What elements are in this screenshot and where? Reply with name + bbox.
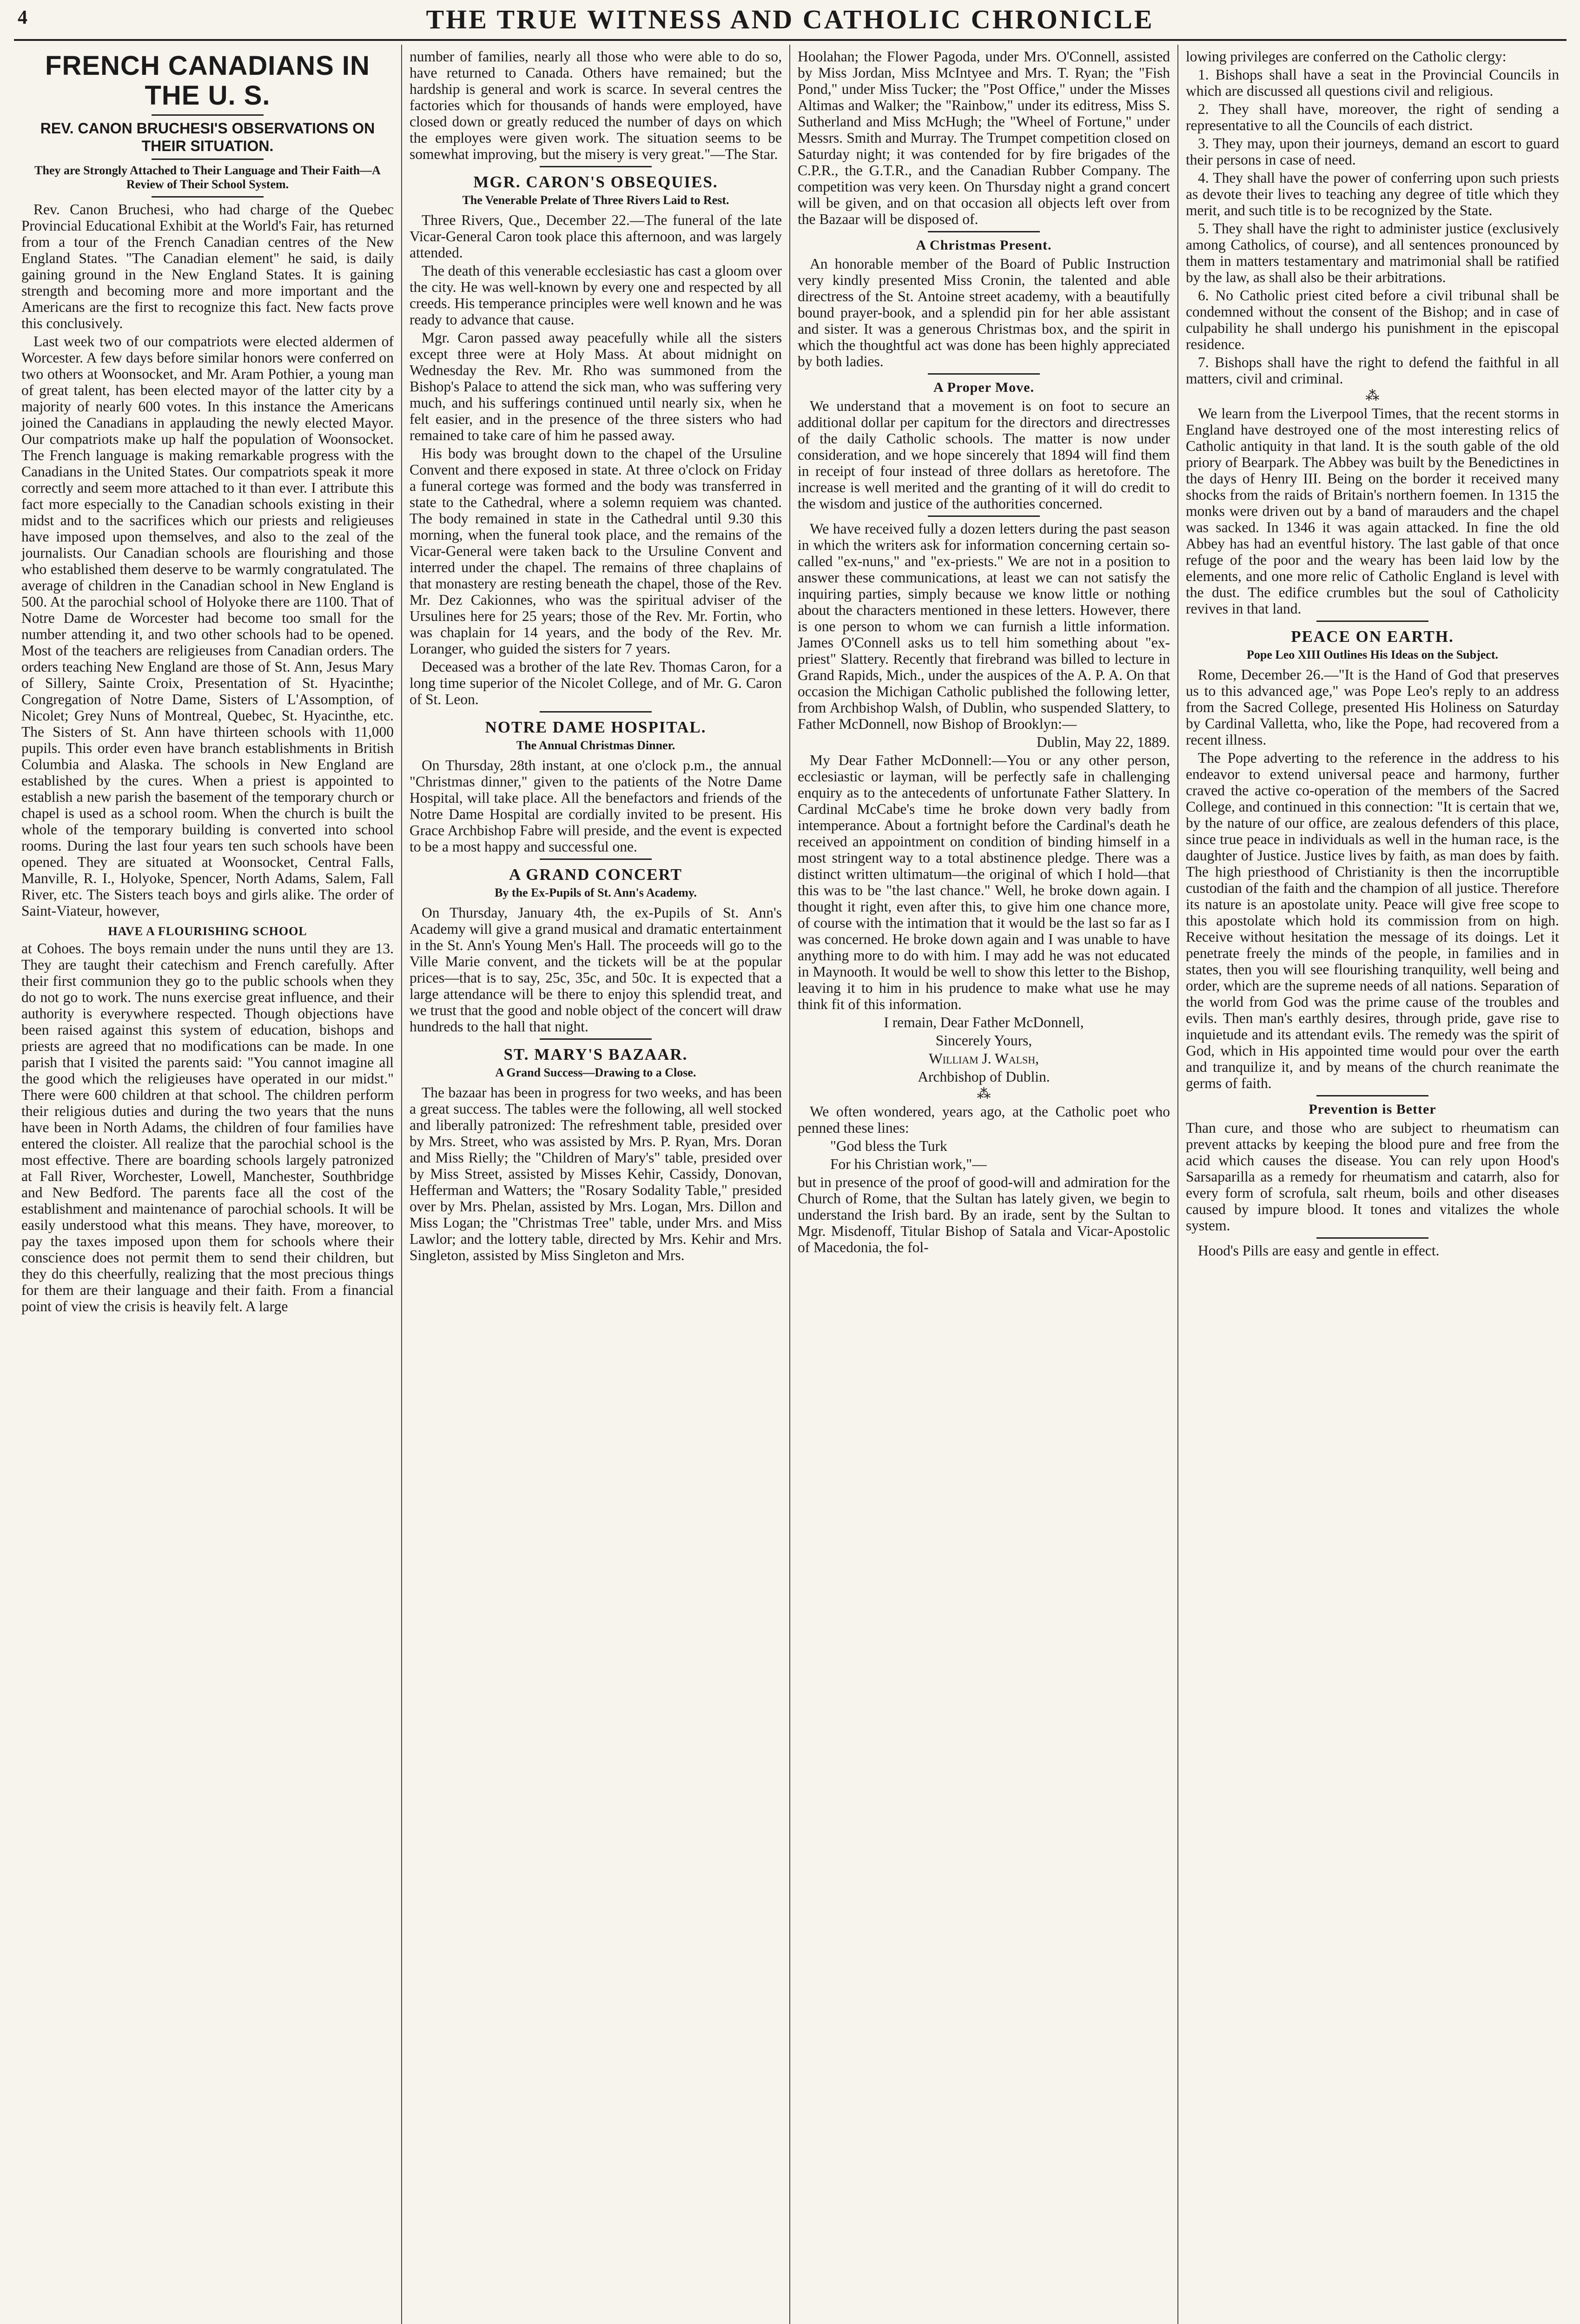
paragraph: but in presence of the proof of good-will and admiration for the Church of Rome, that the Sultan has lately given, we begin to understand the Irish bard. By an irade, sent by the Sultan to Mgr. Misdenoff, Titular Bishop of Satala and Vicar-Apostolic of Macedonia, the fol- [798, 1174, 1170, 1255]
paragraph: My Dear Father McDonnell:—You or any other person, ecclesiastic or layman, will be perfectly safe in challenging enquiry as to the antecedents of unfortunate Father Slattery. In Cardinal McCabe's time he broke down very badly from intemperance. About a fortnight before the Cardinal's death he received an appointment on condition of binding himself in a most stringent way to a total abstinence pledge. There was a distinct written ultimatum—the original of which I hold—that this was to be "the last chance." Well, he broke down again. I thought it right, even after this, to give him one chance more, of course with the intimation that it would be the last so far as I was concerned. He broke down again and I was unable to have anything more to do with him. I may add he was not educated in Maynooth. It would be well to show this letter to the Bishop, leaving it to him in his prudence to make what use he may think fit of this information. [798, 752, 1170, 1012]
signature-line: I remain, Dear Father McDonnell, [884, 1014, 1084, 1030]
list-item: 5. They shall have the right to administer justice (exclusively among Catholics, of course), and all sentences pronounced by them in matters testamentary and matrimonial shall be ratified by the law, as shall also be their arbitrations. [1186, 220, 1559, 285]
list-item: 7. Bishops shall have the right to defend the faithful in all matters, civil and criminal. [1186, 354, 1559, 387]
paragraph: We have received fully a dozen letters during the past season in which the writers ask for information concerning certain so-called "ex-nuns," and "ex-priests." We are not in a position to answer these communications, at least we can not satisfy the inquiring parties, simply because we know little or nothing about the characters mentioned in these letters. However, there is one person to whom we can furnish a little information. James O'Connell asks us to tell him something about "ex-priest" Slattery. Recently that firebrand was billed to lecture in Grand Rapids, Mich., under the auspices of the A. P. A. On that occasion the Michigan Catholic published the following letter, from Archbishop Walsh, of Dublin, who suspended Slattery, to Father McDonnell, now Bishop of Brooklyn:— [798, 521, 1170, 732]
paragraph: The Pope adverting to the reference in the address to his endeavor to extend universal peace and harmony, further craved the active co-operation of the members of the Sacred College, and continued in this connection: "It is certain that we, by the nature of our office, are zealous defenders of this place, since true peace in individuals as well in the human race, is the daughter of Justice. Justice lives by faith, as man does by faith. The high priesthood of Christianity is then the incorruptible custodian of the faith and the champion of all justice. Therefore its nature is an apostolate unity. Peace will give free scope to this apostolate which hold its commission from on high. Receive without hesitation the message of its doings. Let it penetrate freely the minds of the people, in families and in states, then you will see flourishing tranquility, well being and order, which are the supreme needs of all nations. Separation of the world from God was the prime cause of the troubles and evils. Then man's earthly desires, through pride, gave rise to inquietude and its attendant evils. The remedy was the spirit of God, which in His appointed time would pour over the earth and tranquilize it, and by means of the church reanimate the germs of faith. [1186, 750, 1559, 1091]
article-deck: Pope Leo XIII Outlines His Ideas on the Subject. [1247, 648, 1498, 661]
paragraph: number of families, nearly all those who were able to do so, have returned to Canada. Others have remained; but the hardship is general and work is scarce. In several centres the factories which for thousands of hands were employed, have closed down or greatly reduced the number of days on which the employes were given work. The situation seems to be somewhat improving, but the misery is very great."—The Star. [410, 48, 782, 162]
article-title: Prevention is Better [1309, 1102, 1436, 1117]
article-deck: The Venerable Prelate of Three Rivers Laid to Rest. [462, 193, 729, 207]
paragraph: We often wondered, years ago, at the Catholic poet who penned these lines: [798, 1103, 1170, 1136]
masthead: THE TRUE WITNESS AND CATHOLIC CHRONICLE [426, 4, 1154, 34]
list-item: 4. They shall have the power of conferring upon such priests as devote their lives to teaching any degree of title which they merit, and such title is to be recognized by the State. [1186, 170, 1559, 218]
advertisement: Hood's Pills are easy and gentle in effect. [1198, 1242, 1440, 1259]
article-subhead: REV. CANON BRUCHESI'S OBSERVATIONS ON THEIR SITUATION. [40, 120, 375, 154]
verse-line: For his Christian work,"— [830, 1156, 987, 1172]
paragraph: We learn from the Liverpool Times, that the recent storms in England have destroyed one of the most interesting relics of Catholic antiquity in that land. It is the south gable of the old priory of Bearpark. The Abbey was built by the Benedictines in the days of Henry III. Being on the border it received many shocks from the raids of Britain's northern foemen. In 1315 the monks were driven out by a band of marauders and the chapel was sacked. In 1346 it was again attacked. In fine the old Abbey has had an eventful history. The last gable of that once refuge of the poor and the weary has been laid low by the elements, and one more relic of Catholic England is level with the dust. The edifice crumbles but the soul of Catholicity revives in that land. [1186, 405, 1559, 617]
paragraph: On Thursday, 28th instant, at one o'clock p.m., the annual "Christmas dinner," given to the patients of the Notre Dame Hospital, will take place. All the benefactors and friends of the Notre Dame Hospital are cordially invited to be present. His Grace Archbishop Fabre will preside, and the event is expected to be a most happy and successful one. [410, 757, 782, 855]
paragraph: Rev. Canon Bruchesi, who had charge of the Quebec Provincial Educational Exhibit at the World's Fair, has returned from a tour of the French Canadian centres of the New England States. "The Canadian element" he said, is daily gaining ground in the New England States. It is gaining strength and becoming more and more important and the Americans are the first to recognize this fact. New facts prove this conclusively. [21, 201, 394, 331]
list-item: 6. No Catholic priest cited before a civil tribunal shall be condemned without the consent of the Bishop; and in case of culpability he shall undergo his punishment in the episcopal residence. [1186, 287, 1559, 352]
signature-line: William J. Walsh, [928, 1050, 1039, 1067]
paragraph: The bazaar has been in progress for two weeks, and has been a great success. The tables were the following, all well stocked and liberally patronized: The refreshment table, presided over by Mrs. Street, who was assisted by Mrs. P. Ryan, Mrs. Doran and Miss Rielly; the "Children of Mary's" table, presided over by Miss Street, assisted by Misses Kehir, Cassidy, Donovan, Hefferman and Watters; the "Rosary Sodality Table," presided over by Mrs. Phelan, assisted by Mrs. Logan, Mrs. Dillon and Miss Logan; the "Christmas Tree" table, under Mrs. and Miss Lawlor; and the lottery table, directed by Mrs. Kehir and Mrs. Singleton, assisted by Miss Singleton and Mrs. [410, 1084, 782, 1263]
list-item: 3. They may, upon their journeys, demand an escort to guard their persons in case of need. [1186, 135, 1559, 168]
paragraph: Hoolahan; the Flower Pagoda, under Mrs. O'Connell, assisted by Miss Jordan, Miss McIntyee and Mrs. T. Ryan; the "Fish Pond," under Miss Tucker; the "Post Office," under the Misses Altimas and Walker; the "Rainbow," under its editress, Miss S. Sutherland and Miss McHugh; the "Wheel of Fortune," under Messrs. Smith and Murray. The Trumpet competition closed on Saturday night; it was contended for by fire brigades of the C.P.R., the G.T.R., and the Canadian Rubber Company. The competition was very keen. On Thursday night a grand concert will be given, and on that occasion all objects left over from the Bazaar will be disposed of. [798, 48, 1170, 227]
list-item: 2. They shall have, moreover, the right of sending a representative to all the Councils of each district. [1186, 101, 1559, 133]
asterism-divider: ⁂ [977, 1086, 991, 1102]
verse-line: "God bless the Turk [830, 1138, 947, 1154]
divider [152, 196, 263, 198]
article-title: MGR. CARON'S OBSEQUIES. [473, 173, 718, 191]
paragraph: Mgr. Caron passed away peacefully while all the sisters except three were at Holy Mass. At about midnight on Wednesday the Rev. Mr. Rho was summoned from the Bishop's Palace to attend the sick man, who was suffering very much, and his sufferings continued until nearly six, when he felt easier, and in the presence of the three sisters who had remained to take care of him he passed away. [410, 330, 782, 443]
paragraph: We understand that a movement is on foot to secure an additional dollar per capitum for the directors and directresses of the daily Catholic schools. The matter is now under consideration, and we hope sincerely that 1894 will find them in receipt of four instead of three dollars as heretofore. The increase is well merited and the granting of it will do credit to the wisdom and justice of the authorities concerned. [798, 398, 1170, 512]
signature-line: Sincerely Yours, [935, 1032, 1032, 1049]
article-title: A Proper Move. [933, 380, 1034, 395]
paragraph: Last week two of our compatriots were elected aldermen of Worcester. A few days before similar honors were conferred on two others at Woonsocket, and Mr. Aram Pothier, a young man of great talent, has been elected mayor of the latter city by a majority of nearly 600 votes. In this instance the Americans joined the Canadians in applauding the newly elected Mayor. Our compatriots make up half the population of Woonsocket. The French language is making remarkable progress with the Canadians in the United States. Our compatriots speak it more correctly and seem more attached to it than ever. I attribute this fact more especially to the Canadian schools existing in their midst and to the sacrifices which our priests and religieuses have imposed upon themselves, and also to the zeal of the journalists. Our Canadian schools are flourishing and those who established them deserve to be warmly congratulated. The average of children in the Canadian school in New England is 500. At the parochial school of Holyoke there are 1100. That of Notre Dame de Worcester had become too small for the number attending it, and two other schools had to be opened. Most of the teachers are religieuses from Canadian orders. The orders teaching New England are those of St. Ann, Jesus Mary of Sillery, Sainte Croix, Presentation of St. Hyacinthe; Congregation of Notre Dame, Sisters of L'Assomption, of Nicolet; Grey Nuns of Montreal, Quebec, St. Hyacinthe, etc. The Sisters of St. Ann have thirteen schools with 11,000 pupils. This order even have branch establishments in British Columbia and Alaska. The schools in New England are established by the cures. When a priest is appointed to establish a new parish the basement of the temporary church or chapel is used as a school room. When the church is built the whole of the temporary building is converted into school rooms. During the last four years ten such schools have been opened. They are situated at Woonsocket, Central Falls, Manville, R. I., Holyoke, Spencer, North Adams, Salem, Fall River, etc. The Sisters teach boys and girls alike. The order of Saint-Viateur, however, [21, 333, 394, 919]
divider [1316, 1237, 1428, 1239]
paragraph: On Thursday, January 4th, the ex-Pupils of St. Ann's Academy will give a grand musical and dramatic entertainment in the St. Ann's Young Men's Hall. The proceeds will go to the Ville Marie convent, and the tickets will be at the popular prices—that is to say, 25c, 35c, and 50c. It is expected that a large attendance will be there to enjoy this splendid treat, and we trust that the good and noble object of the concert will draw hundreds to the hall that night. [410, 905, 782, 1035]
letter-dateline: Dublin, May 22, 1889. [1037, 734, 1170, 750]
article-title: A Christmas Present. [916, 238, 1052, 253]
article-title: NOTRE DAME HOSPITAL. [485, 718, 707, 736]
paragraph: His body was brought down to the chapel of the Ursuline Convent and there exposed in state. At three o'clock on Friday a funeral cortege was formed and the body was transferred in state to the Cathedral, where a solemn requiem was chanted. The body remained in state in the Cathedral until 9.30 this morning, when the funeral took place, and the remains of the Vicar-General were taken back to the Ursuline Convent and interred under the chapel. The remains of three chaplains of that monastery are resting beneath the chapel, those of the Rev. Mr. Dez Cakionnes, who was the spiritual adviser of the Ursulines here for 25 years; those of the Rev. Mr. Fortin, who was chaplain for 14 years, and the body of the Rev. Mr. Loranger, who guided the sisters for 7 years. [410, 445, 782, 657]
article-title: A GRAND CONCERT [509, 865, 682, 884]
column-1 [14, 45, 402, 2324]
paragraph: at Cohoes. The boys remain under the nuns until they are 13. They are taught their catechism and French carefully. After their first communion they go to the public schools when they do not go to work. The nuns exercise great influence, and their authority is everywhere respected. Though objections have been raised against this system of education, bishops and priests are agreed that no modifications can be made. In one parish that I visited the parents said: "You cannot imagine all the good which the religieuses have operated in our midst." There were 600 children at that school. The children perform their religious duties and during the two years that the nuns have been in North Adams, the children of four families have entered the cloister. All realize that the parochial school is the most effective. There are boarding schools largely patronized at Fall River, Worchester, Lowell, Manchester, Southbridge and New Bedford. The parents face all the cost of the establishment and maintenance of parochial schools. It will be easily understood what this means. They have, moreover, to pay the taxes imposed upon them for schools where their conscience does not permit them to send their children, but they do this cheerfully, realizing that the most precious things for them are their language and their faith. From a financial point of view the crisis is heavily felt. A large [21, 940, 394, 1314]
article-title: PEACE ON EARTH. [1291, 627, 1454, 646]
divider [1316, 1095, 1428, 1096]
paragraph: Deceased was a brother of the late Rev. Thomas Caron, for a long time superior of the Nicolet College, and of Mr. G. Caron of St. Leon. [410, 659, 782, 707]
divider [928, 231, 1039, 232]
article-deck: By the Ex-Pupils of St. Ann's Academy. [495, 886, 697, 899]
section-subhead: HAVE A FLOURISHING SCHOOL [108, 924, 307, 938]
asterism-divider: ⁂ [1365, 388, 1380, 403]
article-deck: A Grand Success—Drawing to a Close. [495, 1066, 696, 1079]
divider [1316, 621, 1428, 622]
divider [540, 166, 651, 167]
signature-line: Archbishop of Dublin. [918, 1069, 1050, 1085]
paragraph: Rome, December 26.—"It is the Hand of God that preserves us to this advanced age," was Pope Leo's reply to an address from the Sacred College, presented His Holiness on Saturday by Cardinal Valletta, who, like the Pope, had recovered from a recent illness. [1186, 667, 1559, 748]
column-2 [402, 45, 790, 2324]
page-number: 4 [18, 7, 27, 28]
top-rule [14, 39, 1567, 41]
divider [928, 515, 1039, 517]
divider [540, 858, 651, 860]
article-title: ST. MARY'S BAZAAR. [503, 1045, 688, 1063]
column-3 [790, 45, 1178, 2324]
divider [540, 711, 651, 713]
paragraph: Three Rivers, Que., December 22.—The funeral of the late Vicar-General Caron took place this afternoon, and was largely attended. [410, 212, 782, 261]
list-item: 1. Bishops shall have a seat in the Provincial Councils in which are discussed all questions civil and religious. [1186, 66, 1559, 99]
newspaper-columns [14, 45, 1567, 2324]
divider [152, 114, 263, 116]
article-deck: The Annual Christmas Dinner. [516, 739, 675, 752]
column-4 [1178, 45, 1567, 2324]
divider [540, 1038, 651, 1040]
divider [928, 373, 1039, 375]
paragraph: An honorable member of the Board of Public Instruction very kindly presented Miss Cronin, the talented and able directress of the St. Antoine street academy, with a beautifully bound prayer-book, and a splendid pin for her able assistant and sister. It was a generous Christmas box, and the spirit in which the thoughtful act was done has been highly appreciated by both ladies. [798, 256, 1170, 370]
paragraph: The death of this venerable ecclesiastic has cast a gloom over the city. He was well-known by every one and respected by all creeds. His temperance principles were well known and he was ready to advance that cause. [410, 263, 782, 328]
paragraph: lowing privileges are conferred on the Catholic clergy: [1186, 48, 1507, 65]
article-deck: They are Strongly Attached to Their Language and Their Faith—A Review of Their School System. [34, 164, 381, 191]
article-headline: FRENCH CANADIANS IN THE U. S. [45, 51, 370, 111]
divider [152, 158, 263, 160]
paragraph: Than cure, and those who are subject to rheumatism can prevent attacks by keeping the blood pure and free from the acid which causes the disease. You can rely upon Hood's Sarsaparilla as a remedy for rheumatism and catarrh, also for every form of scrofula, salt rheum, boils and other diseases caused by impure blood. It tones and vitalizes the whole system. [1186, 1120, 1559, 1234]
